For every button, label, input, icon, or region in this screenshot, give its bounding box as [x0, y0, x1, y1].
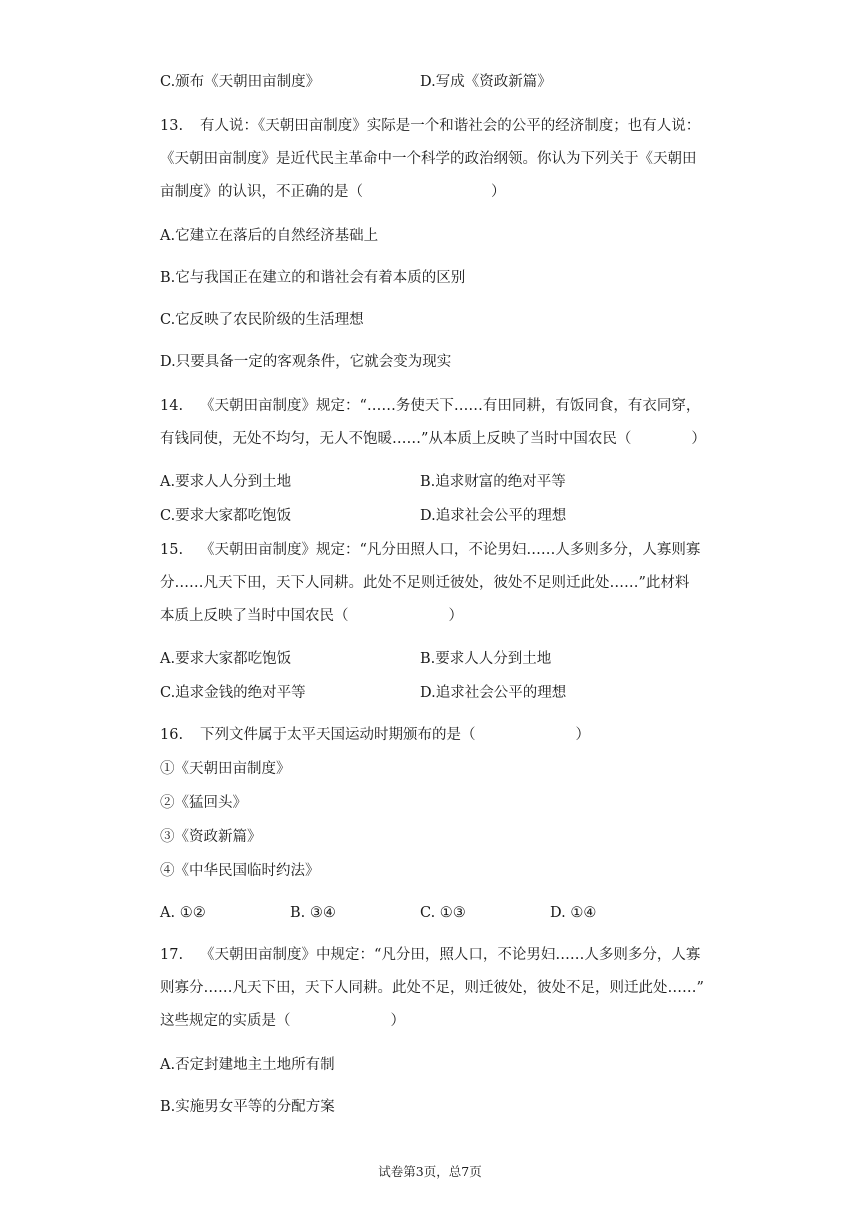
q15-option-c: C.追求金钱的绝对平等: [160, 685, 306, 701]
q16-number: 16.: [160, 727, 184, 743]
q16-option-b: B. ③④: [290, 905, 336, 921]
q16-option-c: C. ①③: [420, 905, 466, 921]
q17-number: 17.: [160, 947, 184, 963]
q12-option-d: D.写成《资政新篇》: [420, 74, 552, 90]
q17-stem-line-3: [160, 1011, 405, 1031]
q15-stem-2: 分……凡天下田，天下人同耕。此处不足则迁彼处，彼处不足则迁此处……”此材料: [160, 575, 690, 591]
q16-item-1: ①《天朝田亩制度》: [160, 761, 291, 777]
q13-stem-line-1: [160, 116, 700, 136]
q16-item-3: ③《资政新篇》: [160, 829, 262, 845]
q16-option-d: D. ①④: [550, 905, 597, 921]
q14-stem-line-2: [160, 429, 706, 449]
q13-stem-3: 亩制度》的认识，不正确的是（: [160, 184, 363, 200]
q16-close-paren: ）: [575, 727, 590, 743]
q16-stem-1: 下列文件属于太平天国运动时期颁布的是（: [200, 727, 476, 743]
q13-option-a: A.它建立在落后的自然经济基础上: [160, 228, 379, 244]
q17-stem-line-1: [160, 945, 700, 965]
q15-stem-1: 《天朝田亩制度》规定：“凡分田照人口，不论男妇……人多则多分，人寡则寡: [200, 542, 701, 558]
q17-stem-2: 则寡分……凡天下田，天下人同耕。此处不足，则迁彼处，彼处不足，则迁此处……”: [160, 980, 704, 996]
q15-stem-line-3: [160, 606, 463, 626]
page-footer: 试卷第3页，总7页: [378, 1164, 482, 1179]
q13-stem-2: 《天朝田亩制度》是近代民主革命中一个科学的政治纲领。你认为下列关于《天朝田: [160, 151, 697, 167]
q17-stem-3: 这些规定的实质是（: [160, 1013, 291, 1029]
q13-stem-1: 有人说：《天朝田亩制度》实际是一个和谐社会的公平的经济制度；也有人说：: [200, 118, 701, 134]
q15-option-d: D.追求社会公平的理想: [420, 685, 567, 701]
q16-option-a: A. ①②: [160, 905, 206, 921]
q15-option-b: B.要求人人分到土地: [420, 651, 552, 667]
q16-stem-line-1: [160, 725, 590, 745]
q14-option-c: C.要求大家都吃饱饭: [160, 508, 292, 524]
q15-number: 15.: [160, 542, 184, 558]
q15-stem-line-1: [160, 540, 700, 560]
q14-stem-line-1: [160, 396, 700, 416]
q16-item-2: ②《猛回头》: [160, 795, 247, 811]
q17-stem-1: 《天朝田亩制度》中规定：“凡分田，照人口，不论男妇……人多则多分，人寡: [200, 947, 701, 963]
q16-item-4: ④《中华民国临时约法》: [160, 863, 320, 879]
q14-close-paren: ）: [691, 431, 706, 447]
q14-option-b: B.追求财富的绝对平等: [420, 474, 566, 490]
q14-stem-1: 《天朝田亩制度》规定：“……务使天下……有田同耕，有饭同食，有衣同穿，: [200, 398, 701, 414]
q12-option-c: C.颁布《天朝田亩制度》: [160, 74, 321, 90]
q14-option-a: A.要求人人分到土地: [160, 474, 292, 490]
q13-close-paren: ）: [491, 184, 506, 200]
q14-option-d: D.追求社会公平的理想: [420, 508, 567, 524]
q15-option-a: A.要求大家都吃饱饭: [160, 651, 292, 667]
q13-option-b: B.它与我国正在建立的和谐社会有着本质的区别: [160, 270, 466, 286]
q13-option-d: D.只要具备一定的客观条件，它就会变为现实: [160, 354, 452, 370]
q17-option-a: A.否定封建地主土地所有制: [160, 1057, 335, 1073]
q13-stem-line-3: [160, 182, 506, 202]
q17-option-b: B.实施男女平等的分配方案: [160, 1099, 335, 1115]
q13-option-c: C.它反映了农民阶级的生活理想: [160, 312, 364, 328]
q15-close-paren: ）: [448, 608, 463, 624]
q15-stem-3: 本质上反映了当时中国农民（: [160, 608, 349, 624]
q13-number: 13.: [160, 118, 184, 134]
q14-number: 14.: [160, 398, 184, 414]
q14-stem-2: 有钱同使，无处不均匀，无人不饱暖……”从本质上反映了当时中国农民（: [160, 431, 632, 447]
q17-close-paren: ）: [390, 1013, 405, 1029]
